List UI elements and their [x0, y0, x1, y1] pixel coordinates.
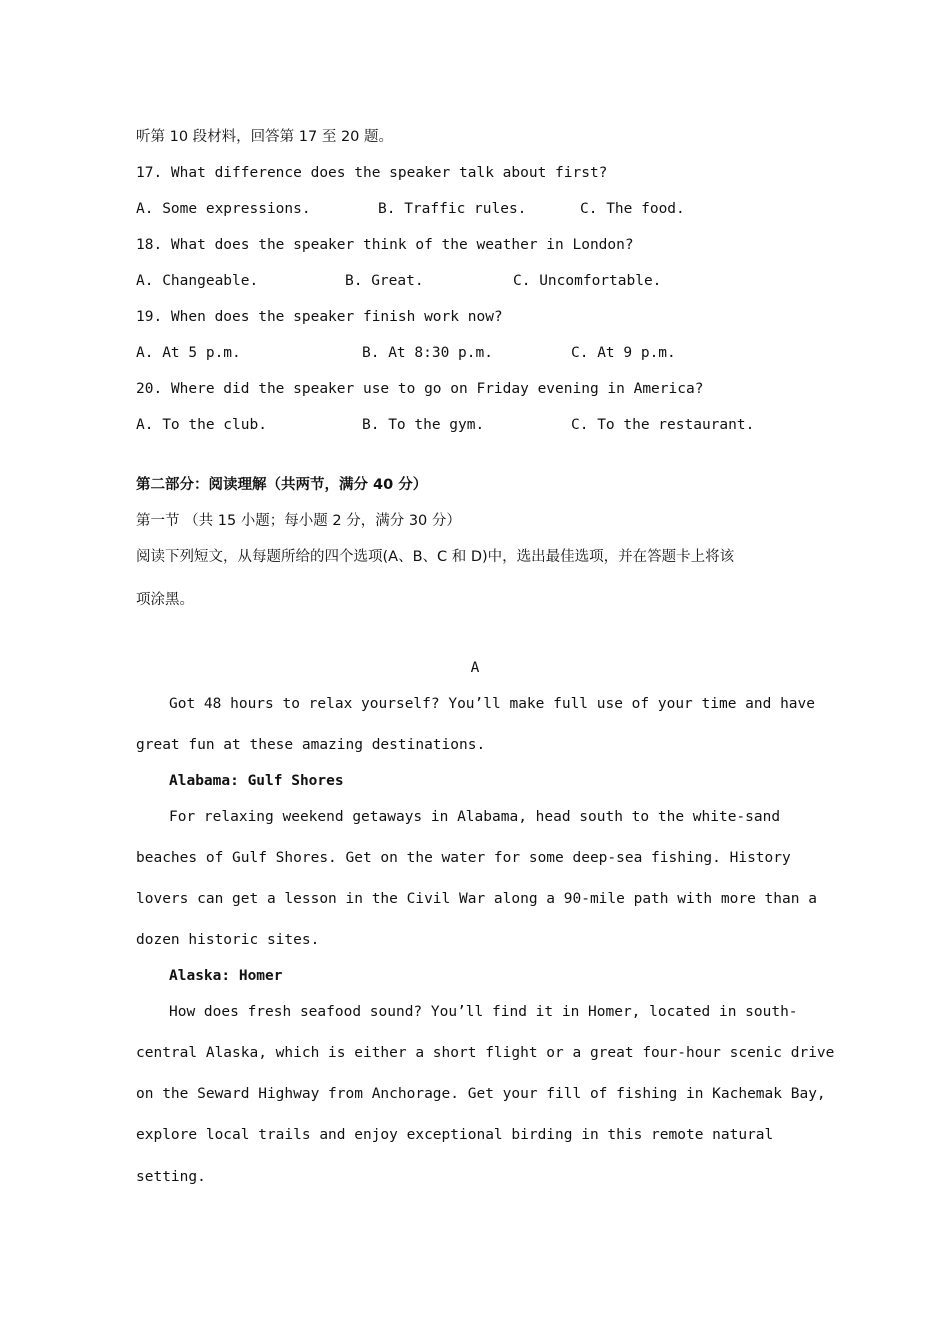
question-17-stem: 17. What difference does the speaker talk about first?	[136, 165, 608, 181]
question-20-option-c: C. To the restaurant.	[571, 417, 755, 433]
question-18-option-c: C. Uncomfortable.	[513, 273, 662, 289]
question-19-stem: 19. When does the speaker finish work now?	[136, 309, 503, 325]
passage-intro-line-2: great fun at these amazing destinations.	[136, 737, 486, 753]
reading-section-title: 第一节 （共 15 小题；每小题 2 分，满分 30 分）	[136, 513, 461, 529]
entry-alaska-line-3: on the Seward Highway from Anchorage. Get your fill of fishing in Kachemak Bay,	[136, 1086, 826, 1102]
question-18-stem: 18. What does the speaker think of the weather in London?	[136, 237, 634, 253]
entry-alabama-line-3: lovers can get a lesson in the Civil War along a 90-mile path with more than a	[136, 891, 817, 907]
passage-intro-line-1: Got 48 hours to relax yourself? You’ll make full use of your time and have	[169, 696, 816, 712]
entry-alabama-line-2: beaches of Gulf Shores. Get on the water for some deep-sea fishing. History	[136, 850, 791, 866]
entry-alaska-line-5: setting.	[136, 1169, 206, 1185]
question-19-option-a: A. At 5 p.m.	[136, 345, 241, 361]
question-19-option-b: B. At 8:30 p.m.	[362, 345, 493, 361]
question-18-option-a: A. Changeable.	[136, 273, 259, 289]
question-17-option-c: C. The food.	[580, 201, 685, 217]
question-19-option-c: C. At 9 p.m.	[571, 345, 676, 361]
question-20-stem: 20. Where did the speaker use to go on Friday evening in America?	[136, 381, 704, 397]
reading-directions-line-2: 项涂黑。	[136, 592, 194, 608]
entry-alaska-line-2: central Alaska, which is either a short flight or a great four-hour scenic drive	[136, 1045, 835, 1061]
reading-part-title: 第二部分：阅读理解（共两节，满分 40 分）	[136, 477, 428, 493]
entry-alaska-line-4: explore local trails and enjoy exceptional birding in this remote natural	[136, 1127, 774, 1143]
question-20-option-a: A. To the club.	[136, 417, 267, 433]
entry-alabama-line-4: dozen historic sites.	[136, 932, 320, 948]
listening-instruction: 听第 10 段材料，回答第 17 至 20 题。	[136, 129, 394, 145]
reading-directions-line-1: 阅读下列短文，从每题所给的四个选项(A、B、C 和 D)中，选出最佳选项，并在答题卡上将该	[136, 549, 735, 565]
entry-alabama-line-1: For relaxing weekend getaways in Alabama, head south to the white-sand	[169, 809, 781, 825]
passage-label: A	[470, 660, 480, 676]
question-17-option-b: B. Traffic rules.	[378, 201, 527, 217]
question-17-option-a: A. Some expressions.	[136, 201, 311, 217]
question-18-option-b: B. Great.	[345, 273, 424, 289]
entry-heading-alaska: Alaska: Homer	[169, 968, 283, 984]
entry-heading-alabama: Alabama: Gulf Shores	[169, 773, 344, 789]
entry-alaska-line-1: How does fresh seafood sound? You’ll find it in Homer, located in south-	[169, 1004, 798, 1020]
question-20-option-b: B. To the gym.	[362, 417, 485, 433]
